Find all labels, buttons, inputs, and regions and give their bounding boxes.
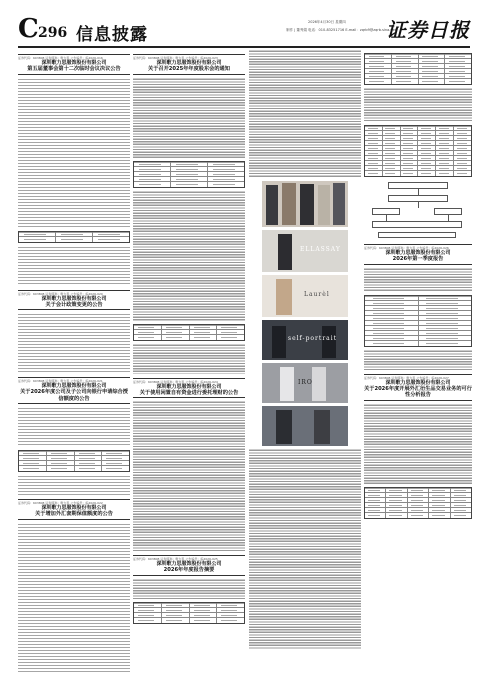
column-2 <box>133 50 245 690</box>
article-company: 深圳歌力思服饰股份有限公司 <box>156 383 222 390</box>
org-chart <box>364 180 472 240</box>
article-body <box>133 191 245 321</box>
article-title: 2026年年度报告摘要 <box>163 567 215 573</box>
column-1 <box>18 50 130 690</box>
article-company: 深圳歌力思服饰股份有限公司 <box>385 250 451 256</box>
article-company: 深圳歌力思服饰股份有限公司 <box>41 60 107 66</box>
article-title: 关于2026年度开展外汇衍生品交易业务的可行性分析报告 <box>364 385 472 398</box>
article-company: 深圳歌力思服饰股份有限公司 <box>156 60 222 66</box>
article-title: 关于2026年度公司及子公司向银行申请综合授信额度的公告 <box>20 389 128 402</box>
article-company: 深圳歌力思服饰股份有限公司 <box>41 505 107 511</box>
data-table <box>18 450 130 472</box>
photo-caption: ELLASSAY <box>300 246 341 253</box>
article-body <box>18 246 130 286</box>
column-4 <box>364 50 472 690</box>
article-heading <box>18 290 130 311</box>
newspaper-logo: 证券日报 <box>386 18 470 42</box>
article-body <box>249 449 361 649</box>
data-table <box>18 231 130 243</box>
article-heading <box>18 377 130 404</box>
article-code: 证券代码：603808 证券简称：歌力思 公告编号：临2026-024 <box>133 379 218 384</box>
article-body <box>133 401 245 551</box>
article-body <box>133 344 245 374</box>
article-body <box>364 88 472 122</box>
data-table <box>133 161 245 188</box>
column-3 <box>249 50 361 690</box>
article-body <box>18 523 130 673</box>
article-body <box>18 313 130 373</box>
article-company: 深圳歌力思服饰股份有限公司 <box>41 295 107 302</box>
article-heading <box>133 378 245 399</box>
article-body <box>18 475 130 495</box>
article-body <box>364 268 472 292</box>
article-heading <box>18 499 130 520</box>
article-body <box>18 407 130 447</box>
article-body <box>133 579 245 599</box>
article-body <box>18 78 130 228</box>
article-title: 关于会计政策变更的公告 <box>45 301 103 308</box>
page-number: 296 <box>38 25 68 41</box>
article-body <box>364 404 472 484</box>
page-header <box>18 16 470 44</box>
article-code: 证券代码：603808 证券简称：歌力思 公告编号：临2026-022 <box>18 501 103 505</box>
photo-caption: self-portrait <box>288 335 338 342</box>
article-title: 关于增加外汇套期保值额度的公告 <box>35 511 113 517</box>
category-title: 信息披露 <box>76 25 148 45</box>
brand-photo-6 <box>262 406 348 446</box>
data-table <box>364 295 472 347</box>
article-code: 证券代码：603808 证券简称：歌力思 公告编号：临2026-026 <box>364 246 449 250</box>
brand-photo-1 <box>262 181 348 227</box>
article-code: 证券代码：603808 证券简称：歌力思 公告编号：临2026-023 <box>133 56 218 60</box>
article-title: 第五届董事会第十二次临时会议决议公告 <box>27 66 121 72</box>
brand-photo-2 <box>262 230 348 272</box>
article-heading <box>133 555 245 576</box>
article-code: 证券代码：603808 证券简称：歌力思 公告编号：临2026-027 <box>364 375 449 380</box>
article-title: 2026年第一季度报告 <box>392 256 444 262</box>
photo-caption: IRO <box>298 379 313 386</box>
article-heading <box>364 244 472 265</box>
article-heading <box>364 374 472 401</box>
article-code: 证券代码：603808 证券简称：歌力思 公告编号：临2026-025 <box>133 557 218 561</box>
data-table <box>133 324 245 341</box>
article-body <box>364 350 472 370</box>
data-table <box>133 602 245 624</box>
brand-photo-4 <box>262 320 348 360</box>
dateline: 2026年4月30日 星期四 <box>308 20 346 24</box>
article-code: 证券代码：603808 证券简称：歌力思 公告编号：临2026-021 <box>18 379 103 383</box>
editor-line: 制作 | 董秀娟 电话：010-83251716 E-mail：zqrb9@zqrb.sina.net <box>286 28 397 32</box>
article-body <box>249 50 361 178</box>
data-table <box>364 53 472 85</box>
article-company: 深圳歌力思服饰股份有限公司 <box>156 561 222 567</box>
brand-photo-5 <box>262 363 348 403</box>
photo-caption: Laurèl <box>304 291 330 298</box>
article-code: 证券代码：603808 证券简称：歌力思 公告编号：临2026-016 <box>18 56 103 60</box>
data-table <box>364 125 472 177</box>
article-company: 深圳歌力思服饰股份有限公司 <box>41 383 107 389</box>
header-rule <box>18 46 470 48</box>
article-title: 关于召开2025年年度股东会的通知 <box>148 66 230 72</box>
article-title: 关于使用闲置自有资金进行委托理财的公告 <box>139 389 239 396</box>
data-table <box>364 487 472 519</box>
article-heading <box>133 54 245 75</box>
brand-photo-3 <box>262 275 348 317</box>
section-letter: C <box>18 14 39 44</box>
article-body <box>133 78 245 158</box>
article-heading <box>18 54 130 75</box>
article-company: 深圳歌力思服饰股份有限公司 <box>385 379 451 386</box>
article-code: 证券代码：603808 证券简称：歌力思 公告编号：临2026-020 <box>18 291 103 296</box>
